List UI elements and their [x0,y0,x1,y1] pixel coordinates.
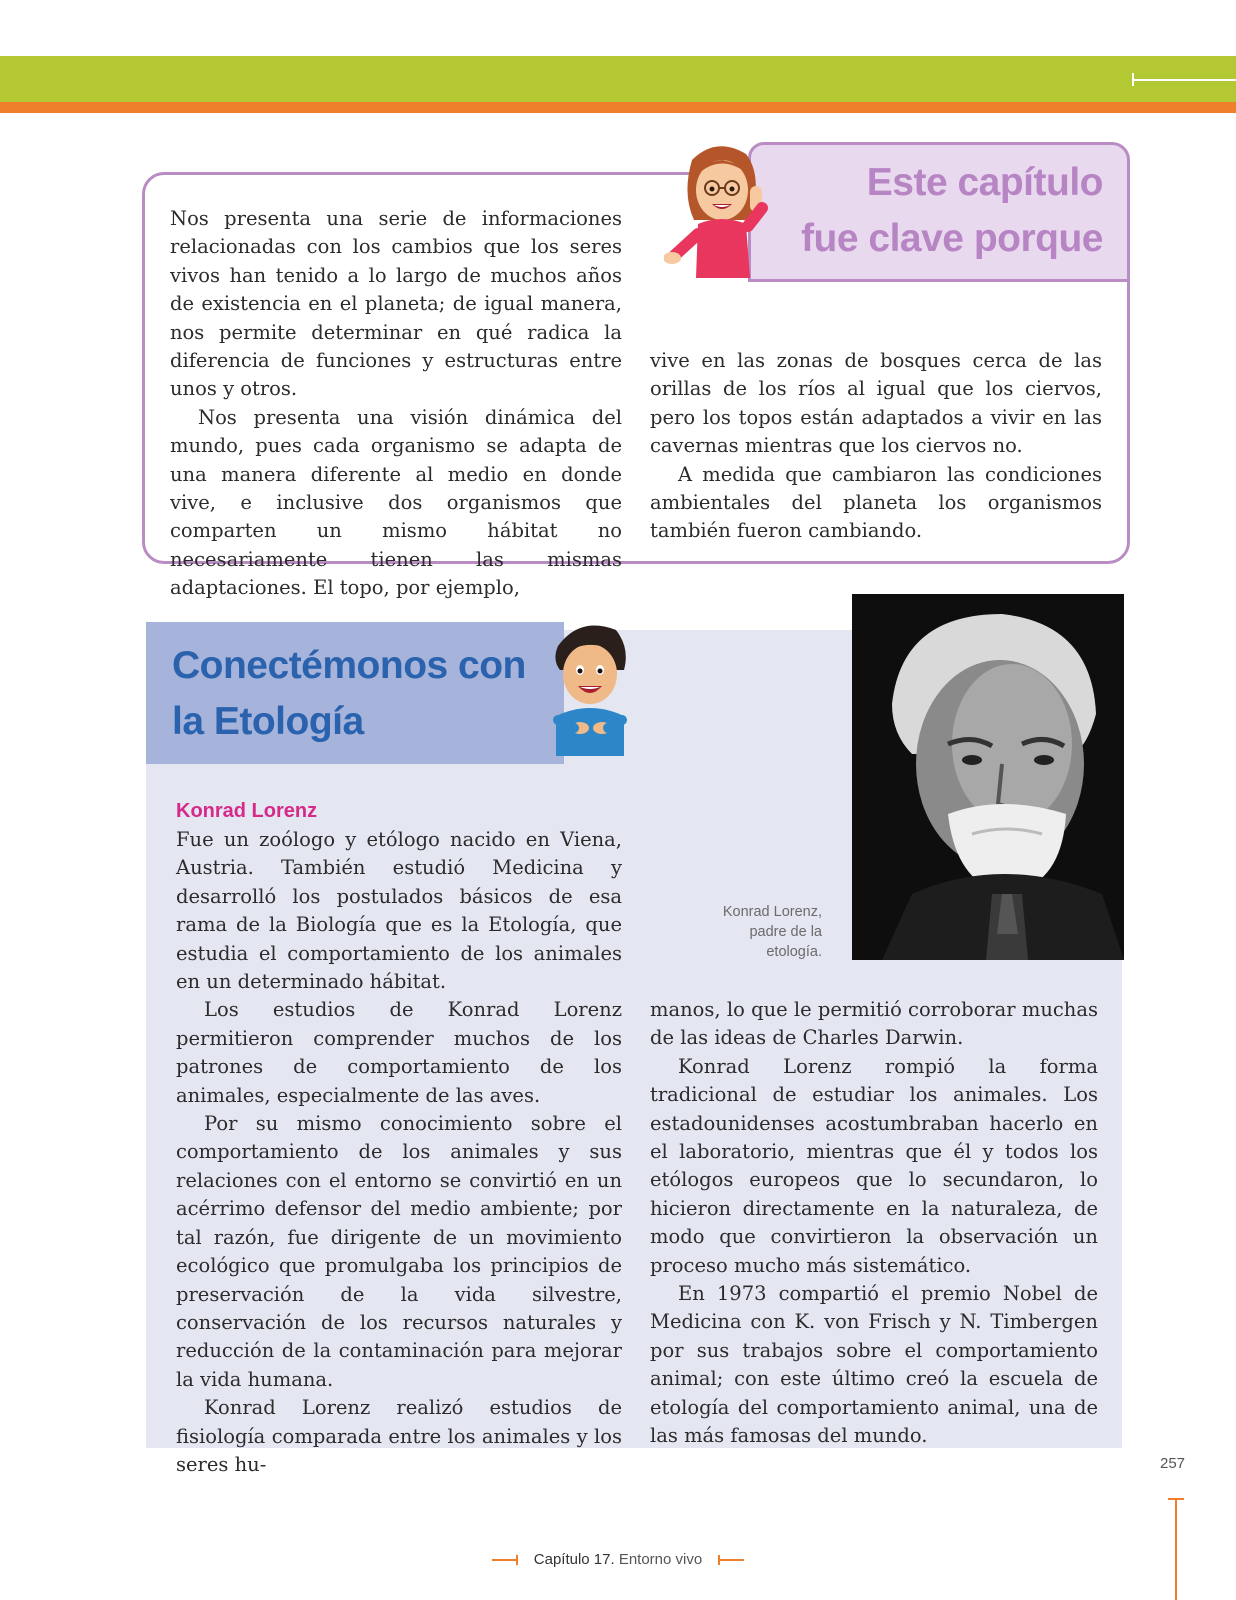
footer-chapter-label: Capítulo 17. [533,1551,615,1568]
top-orange-band [0,102,1236,113]
caption-line: Konrad Lorenz, [722,904,822,920]
chapter-summary-header [748,142,1130,282]
band-rule [1132,79,1236,81]
paragraph: A medida que cambiaron las condiciones ambientales del planeta los organismos también fueron cambiando. [650,462,1102,543]
page-number: 257 [1160,1455,1186,1472]
chapter-text-right-column [650,347,1102,546]
footer-mark-left [492,1559,518,1561]
subheading: Konrad Lorenz [176,800,318,822]
paragraph: Nos presenta una serie de informaciones relacionadas con los cambios que los seres vivos han tenido a lo largo de muchos años de existencia en el planeta; de igual manera, nos permite determinar en qué radica la diferencia de funciones y estructuras entre unos y otros. [170,207,622,401]
ethology-title [172,638,526,750]
caption-line: padre de la [749,924,822,940]
chapter-summary-title [801,155,1103,267]
paragraph: Konrad Lorenz rompió la forma tradicional de estudiar los animales. Los estadounidenses acostumbraban hacerlo en el laboratorio, mientras que él y todos los etólogos europeos que lo secundaron, lo hicieron directamente en la naturaleza, de modo que convirtieron la observación un proceso mucho más sistemático. [650,1054,1098,1277]
boy-character-illustration [540,616,640,756]
chapter-title-line-1: Este capítulo [866,161,1103,204]
paragraph: Por su mismo conocimiento sobre el comportamiento de los animales y sus relaciones con el entorno se convirtió en un acérrimo defensor del medio ambiente; por tal razón, fue dirigente de un movimiento ecológico que promulgaba los principios de preservación de la vida silvestre, conservación de los recursos naturales y reducción de la contaminación para mejorar la vida humana. [176,1112,622,1391]
chapter-text-left-column [170,205,622,603]
chapter-title-line-2: fue clave porque [801,217,1103,260]
paragraph: En 1973 compartió el premio Nobel de Medicina con K. von Frisch y N. Timbergen por sus trabajos sobre el comportamiento animal; con este último creó la escuela de etología del comportamiento animal, una de las más famosas del mundo. [650,1282,1098,1448]
paragraph: Fue un zoólogo y etólogo nacido en Viena, Austria. También estudió Medicina y desarrolló los postulados básicos de esa rama de la Biología que es la Etología, que estudia el comportamiento de los animales en un determinado hábitat. [176,828,622,994]
ethology-text-right-column [650,996,1098,1451]
band-rule-tick [1132,73,1134,86]
girl-character-illustration [664,138,776,280]
paragraph: vive en las zonas de bosques cerca de las orillas de los ríos al igual que los ciervos, pero los topos están adaptados a vivir en las cavernas mientras que los ciervos no. [650,349,1102,458]
konrad-lorenz-photo [852,594,1124,960]
footer-mark-right [718,1559,744,1561]
paragraph: manos, lo que le permitió corroborar muchas de las ideas de Charles Darwin. [650,998,1098,1050]
side-rule [1175,1498,1177,1600]
caption-line: etología. [766,944,822,960]
paragraph: Los estudios de Konrad Lorenz permitieron comprender muchos de los patrones de comportamiento de los animales, especialmente de las aves. [176,998,622,1107]
photo-caption [690,902,822,962]
paragraph: Nos presenta una visión dinámica del mundo, pues cada organismo se adapta de una manera diferente al medio en donde vive, e inclusive dos organismos que comparten un mismo hábitat no necesariamente tienen las mismas adaptaciones. El topo, por ejemplo, [170,405,622,600]
ethology-title-line-1: Conectémonos con [172,644,526,687]
ethology-text-left-column [176,826,622,1479]
footer-chapter-name: Entorno vivo [618,1551,703,1568]
top-green-band [0,56,1236,102]
ethology-title-line-2: la Etología [172,700,364,743]
paragraph: Konrad Lorenz realizó estudios de fisiología comparada entre los animales y los seres hu- [176,1396,622,1476]
page-footer [0,1551,1236,1568]
